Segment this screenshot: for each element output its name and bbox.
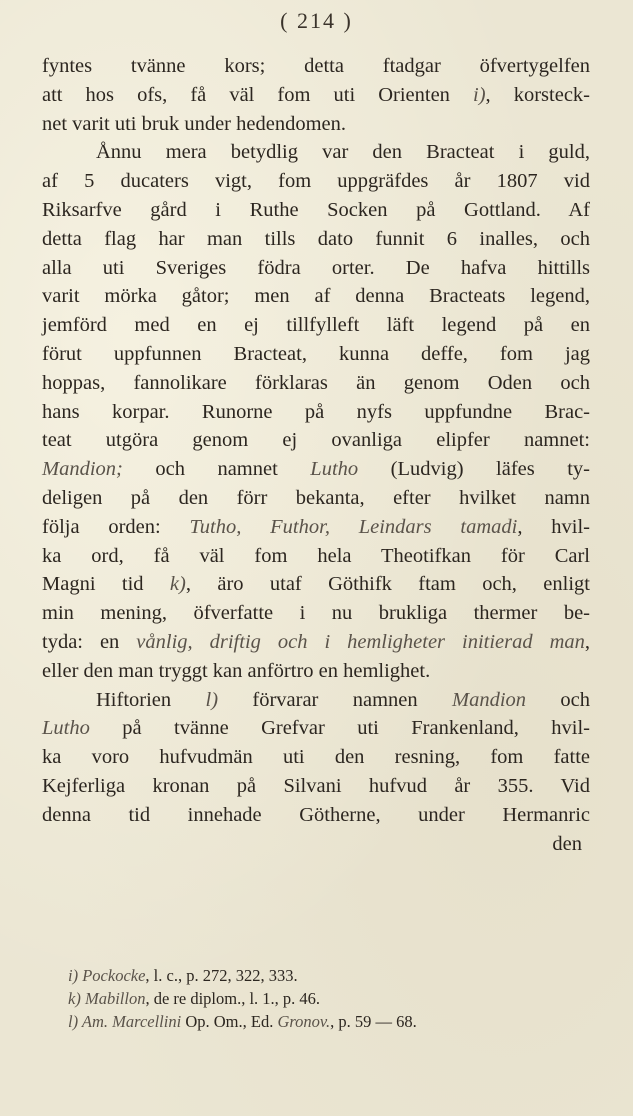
text-line [42,628,590,657]
text-segment: och [526,688,590,711]
text-segment: och namnet [122,458,311,481]
text-line [42,513,590,542]
text-line [42,167,590,196]
text-segment: följa orden: [42,515,190,538]
text-segment: ka voro hufvudmän uti den resning, fom fatte [42,746,590,769]
footnote-marker: l) [68,1012,82,1031]
text-segment: denna tid innehade Götherne, under Hermanric [42,803,590,826]
text-line [42,455,590,484]
text-segment: net varit uti bruk under hedendomen. [42,112,346,135]
text-line [42,570,590,599]
text-segment: , korsteck- [485,83,590,106]
text-line [42,599,590,628]
text-segment: deligen på den förr bekanta, efter hvilket namn [42,486,590,509]
text-segment: på tvänne Grefvar uti Frankenland, hvil- [89,717,590,740]
footnote-reference: , l. c., p. 272, 322, 333. [145,966,298,985]
footnote [68,987,598,1010]
text-segment: , hvil- [517,515,590,538]
italic-text: Lutho [310,458,359,481]
italic-text: l) [205,688,219,711]
text-segment: (Ludvig) läfes ty- [358,458,590,481]
footnote-marker: k) [68,989,85,1008]
text-segment: jemförd med en ej tillfylleft läft legend på en [42,314,590,337]
italic-text: Mandion; [42,458,123,481]
text-segment: Kejferliga kronan på Silvani hufvud år 355. Vid [42,774,590,797]
text-segment: af 5 ducaters vigt, fom uppgräfdes år 1807 vid [42,170,590,193]
italic-text: Lutho [42,717,90,740]
text-segment: hans korpar. Runorne på nyfs uppfundne Brac- [42,400,590,423]
text-segment: , [584,630,591,653]
text-line [42,110,590,139]
text-segment: varit mörka gåtor; men af denna Bracteats legend, [42,285,590,308]
text-segment: att hos ofs, få väl fom uti Orienten [42,83,473,106]
text-line [42,282,590,311]
text-line [42,52,590,81]
text-segment: hoppas, fannolikare förklaras än genom Oden och [42,371,590,394]
catchword: den [552,832,582,855]
text-line [42,398,590,427]
footnote-author: Pockocke [82,966,146,985]
footnote-pages: , p. 59 — 68. [330,1012,417,1031]
text-line [42,484,590,513]
text-segment: alla uti Sveriges födra orter. De hafva hittills [42,256,590,279]
italic-text: k) [169,573,186,596]
footnotes [68,964,598,1033]
text-line [42,657,590,686]
text-segment: Riksarfve gård i Ruthe Socken på Gottland. Af [42,198,590,221]
italic-text: Tutho, Futhor, Leindars tamadi [189,515,518,538]
text-segment: förut uppfunnen Bracteat, kunna deffe, fom jag [42,342,590,365]
footnote-reference: , de re diplom., l. 1., p. 46. [145,989,321,1008]
text-line [42,426,590,455]
italic-text: Mandion [452,688,527,711]
text-line [42,254,590,283]
text-line [42,369,590,398]
text-line [42,311,590,340]
text-line [42,542,590,571]
text-segment: Magni tid [42,573,170,596]
text-line [42,714,590,743]
footnote-author: Mabillon [84,989,146,1008]
text-line [42,801,590,830]
text-segment: fyntes tvänne kors; detta ftadgar öfvertygelfen [42,55,590,77]
text-line [42,686,590,715]
text-segment: eller den man tryggt kan anförtro en hemlighet. [42,659,431,682]
text-segment: Hiftorien [96,688,206,711]
footnote [68,964,598,987]
text-segment: , äro utaf Göthifk ftam och, enligt [185,573,590,596]
footnote-author: Am. Marcellini [81,1012,182,1031]
footnote-editor: Gronov. [277,1012,331,1031]
text-segment: Ånnu mera betydlig var den Bracteat i guld, [96,141,590,164]
italic-text: i) [473,83,486,106]
page-number: ( 214 ) [280,8,353,33]
text-segment: förvarar namnen [218,688,452,711]
text-line [42,340,590,369]
text-line [42,225,590,254]
text-segment: ka ord, få väl fom hela Theotifkan för Carl [42,544,590,567]
text-line [42,138,590,167]
footnote [68,1010,598,1033]
text-segment: detta flag har man tills dato funnit 6 inalles, och [42,227,590,250]
italic-text: vånlig, driftig och i hemligheter initierad man [136,630,585,653]
body-text [42,52,590,858]
footnote-reference: Op. Om., Ed. [181,1012,278,1031]
text-segment: tyda: en [42,630,137,653]
text-line [42,81,590,110]
text-segment: min mening, öfverfatte i nu brukliga thermer be- [42,602,590,625]
text-line [42,196,590,225]
text-line [42,772,590,801]
text-line [42,743,590,772]
text-segment: teat utgöra genom ej ovanliga elipfer namnet: [42,429,590,452]
footnote-marker: i) [68,966,83,985]
